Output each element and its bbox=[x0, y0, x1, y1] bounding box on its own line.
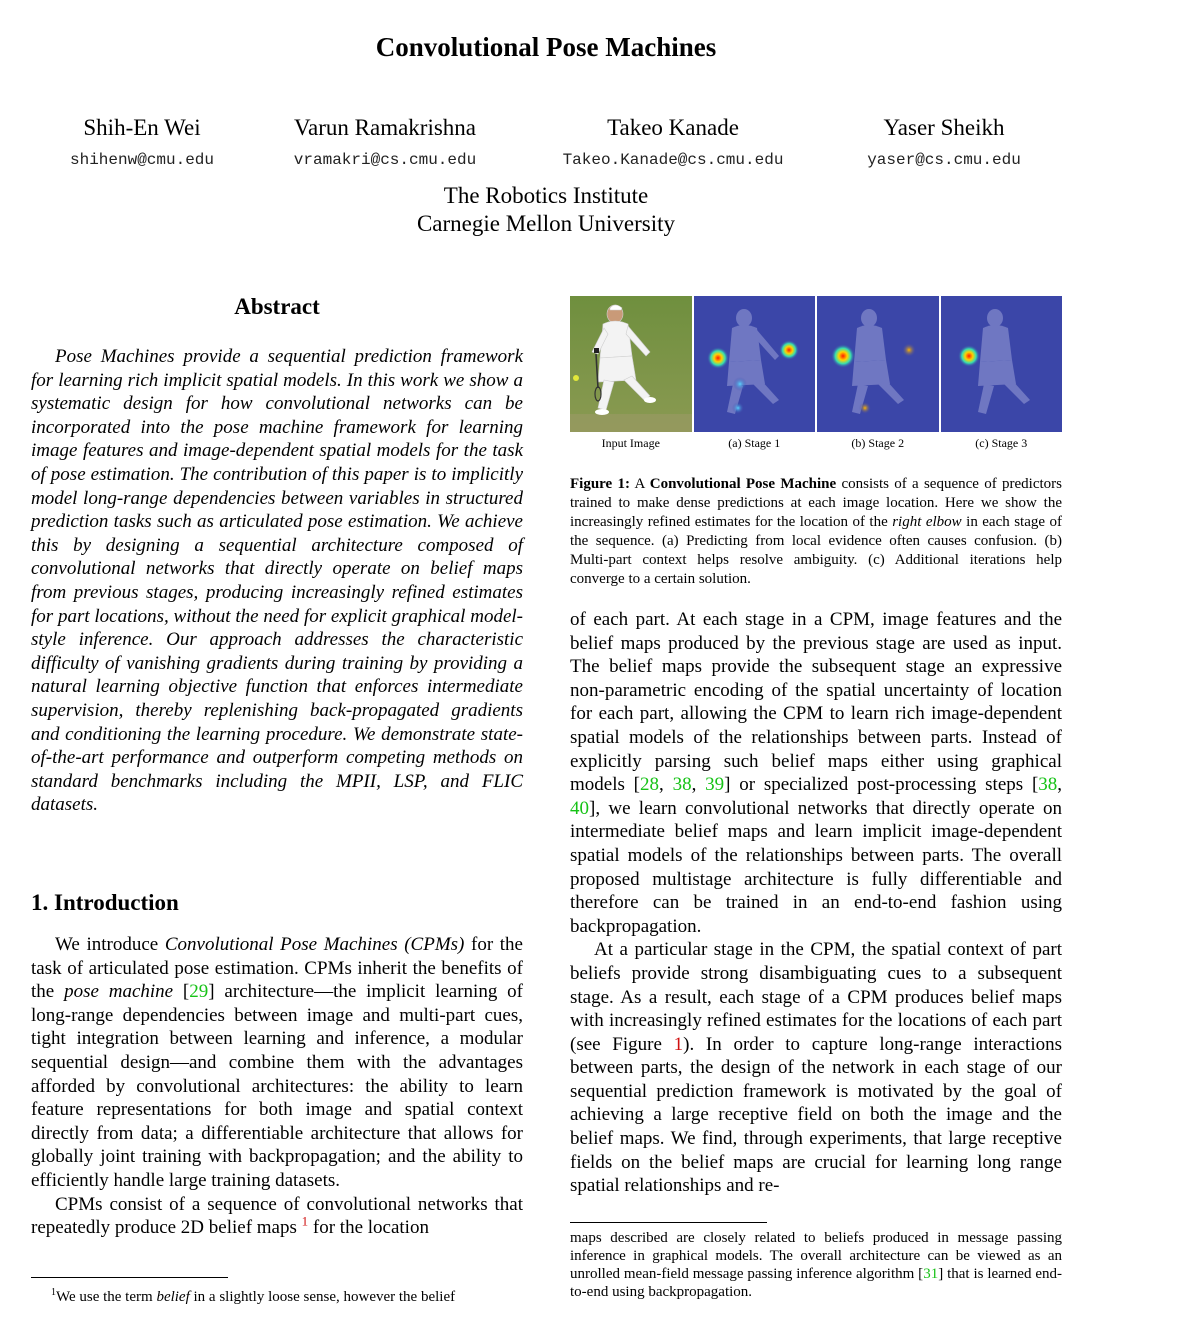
abstract-text: Pose Machines provide a sequential prediction framework for learning rich implicit spatial models. In this work we show a systematic design for how convolutional networks can be incorporated into the pose machine framework for learning image features and image-dependent spatial models for the task of pose estimation. The contribution of this paper is to implicitly model long-range dependencies between variables in structured prediction tasks such as articulated pose estimation. We achieve this by designing a sequential architecture composed of convolutional networks that directly operate on belief maps from previous stages, producing increasingly refined estimates for part locations, without the need for explicit graphical model-style inference. Our approach addresses the characteristic difficulty of vanishing gradients during training by providing a natural learning objective function that enforces intermediate supervision, thereby replenishing back-propagated gradients and conditioning the learning procedure. We demonstrate state-of-the-art performance and outperform competing methods on standard benchmarks including the MPII, LSP, and FLIC datasets. bbox=[31, 346, 523, 816]
citation-link[interactable]: 29 bbox=[189, 981, 209, 1003]
figure-caption bbox=[570, 475, 1062, 589]
citation-link[interactable]: 31 bbox=[923, 1266, 939, 1282]
figure-panels bbox=[570, 296, 1062, 432]
panel-label: Input Image bbox=[601, 436, 660, 450]
intro-paragraph-1 bbox=[31, 933, 523, 1193]
author-email: Takeo.Kanade@cs.cmu.edu bbox=[562, 151, 784, 169]
text-run: of each part. At each stage in a CPM, image features and the belief maps produced by the previous stage are used as input. The belief maps provide the subsequent stage an expressive non-parametric encoding of the spatial uncertainty of location for each part, allowing the CPM to learn rich image-dependent spatial models of the relationships between parts. Instead of explicitly parsing such belief maps either using graphical models [ bbox=[570, 609, 1062, 796]
footnote-marker[interactable]: 1 bbox=[301, 1213, 309, 1229]
text-run: ] architecture—the implicit learning of long-range dependencies between image and multi-part cues, tight integration between learning and inference, a modular sequential design—and combine them with the advantages afforded by convolutional architectures: the ability to learn feature representations for both image and spatial context directly from data; a differentiable architecture that allows for globally joint training with backpropagation; and the ability to efficiently handle large training datasets. bbox=[31, 981, 523, 1191]
figure-reference-link[interactable]: 1 bbox=[673, 1033, 684, 1055]
panel-label: (c) Stage 3 bbox=[975, 436, 1028, 450]
caption-emphasis: right elbow bbox=[892, 514, 962, 530]
text-run: ). In order to capture long-range interactions between parts, the design of the network in each stage of our sequential prediction framework is motivated by the goal of achieving a large receptive field on both the image and the belief maps. We find, through experiments, that large receptive fields on the belief maps are crucial for learning long range spatial relationships and re- bbox=[570, 1033, 1062, 1197]
text-run: A bbox=[630, 476, 650, 492]
text-run: maps described are closely related to beliefs produced in message passing inference in graphical models. The overall architecture can be viewed as an unrolled mean-field message passing inference algorithm [ bbox=[570, 1230, 1062, 1282]
text-run: consists of a sequence of predictors trained to make dense predictions at each image location. Here we show the increasingly refined estimates for the location of the bbox=[570, 476, 1062, 530]
author-email: vramakri@cs.cmu.edu bbox=[293, 151, 477, 169]
panel-input-image bbox=[570, 296, 692, 432]
citation-link[interactable]: 39 bbox=[705, 774, 725, 796]
footnote-rule bbox=[570, 1222, 767, 1223]
panel-label: (b) Stage 2 bbox=[851, 436, 905, 450]
panel-labels bbox=[570, 436, 1062, 451]
section-heading-introduction: 1. Introduction bbox=[31, 890, 179, 915]
footnote-1 bbox=[31, 1284, 523, 1306]
stage-3-heatmap bbox=[941, 296, 1063, 432]
author-2 bbox=[255, 114, 515, 174]
text-run: [ bbox=[173, 981, 190, 1003]
citation-link[interactable]: 38 bbox=[1038, 774, 1058, 796]
text-run: , bbox=[1057, 774, 1063, 796]
panel-label: (a) Stage 1 bbox=[728, 436, 781, 450]
text-run: ], we learn convolutional networks that directly operate on intermediate belief maps and learn implicit image-dependent spatial models of the relationships between parts. The overall proposed multistage architecture is fully differentiable and therefore can be trained in an end-to-end fashion using backpropagation. bbox=[570, 797, 1062, 937]
affiliation-line-1: The Robotics Institute bbox=[443, 183, 649, 208]
panel-stage-3 bbox=[941, 296, 1063, 432]
citation-link[interactable]: 28 bbox=[640, 774, 660, 796]
author-name: Varun Ramakrishna bbox=[293, 115, 477, 140]
emphasis-belief: belief bbox=[156, 1289, 190, 1305]
author-4 bbox=[814, 114, 1074, 174]
text-run: ] or specialized post-processing steps [ bbox=[724, 774, 1039, 796]
text-run: for the location bbox=[308, 1217, 429, 1239]
right-paragraph-2 bbox=[570, 938, 1062, 1198]
author-3 bbox=[543, 114, 803, 174]
panel-stage-1 bbox=[694, 296, 816, 432]
author-name: Yaser Sheikh bbox=[883, 115, 1005, 140]
figure-1 bbox=[570, 296, 1062, 589]
citation-link[interactable]: 38 bbox=[672, 774, 692, 796]
author-name: Shih-En Wei bbox=[83, 115, 201, 140]
text-run: for the task of articulated pose estimation. CPMs inherit the benefits of the bbox=[31, 934, 523, 1003]
text-run: in a slightly loose sense, however the belief bbox=[189, 1289, 456, 1305]
panel-stage-2 bbox=[817, 296, 939, 432]
text-run: ] that is learned end-to-end using backpropagation. bbox=[570, 1266, 1062, 1300]
emphasis-pose-machine: pose machine bbox=[64, 981, 174, 1003]
author-1 bbox=[12, 114, 272, 174]
text-run: At a particular stage in the CPM, the spatial context of part beliefs provide strong disambiguating cues to a subsequent stage. As a result, each stage of a CPM produces belief maps with increasingly refined estimates for the locations of each part (see Figure bbox=[570, 939, 1062, 1055]
right-column-body bbox=[570, 608, 1062, 1198]
stage-1-heatmap bbox=[694, 296, 816, 432]
input-image-illustration bbox=[570, 296, 692, 432]
emphasis-cpms: Convolutional Pose Machines (CPMs) bbox=[164, 934, 465, 955]
text-run: We introduce bbox=[55, 934, 165, 955]
text-run: CPMs consist of a sequence of convolutional networks that repeatedly produce 2D belief maps bbox=[31, 1193, 523, 1239]
text-run: , bbox=[691, 774, 706, 796]
footnote-1-continued bbox=[570, 1229, 1062, 1301]
author-name: Takeo Kanade bbox=[607, 115, 739, 140]
abstract-heading: Abstract bbox=[234, 294, 320, 319]
intro-paragraph-2 bbox=[31, 1193, 523, 1240]
author-email: yaser@cs.cmu.edu bbox=[867, 151, 1021, 169]
author-email: shihenw@cmu.edu bbox=[69, 151, 215, 169]
caption-bold: Convolutional Pose Machine bbox=[649, 476, 837, 492]
text-run: , bbox=[659, 774, 673, 796]
citation-link[interactable]: 40 bbox=[570, 797, 589, 819]
right-paragraph-1 bbox=[570, 608, 1062, 938]
footnote-rule bbox=[31, 1277, 228, 1278]
affiliation-line-2: Carnegie Mellon University bbox=[416, 211, 676, 236]
paper-title: Convolutional Pose Machines bbox=[375, 32, 717, 62]
text-run: in each stage of the sequence. (a) Predicting from local evidence often causes confusion. (b) Multi-part context helps resolve ambiguity. (c) Additional iterations help converge to a certain solution. bbox=[570, 514, 1062, 587]
text-run: We use the term bbox=[56, 1289, 157, 1305]
caption-label: Figure 1: bbox=[570, 476, 630, 492]
affiliation bbox=[0, 182, 1092, 238]
stage-2-heatmap bbox=[817, 296, 939, 432]
introduction-body bbox=[31, 933, 523, 1240]
footnote-number: 1 bbox=[51, 1287, 56, 1298]
